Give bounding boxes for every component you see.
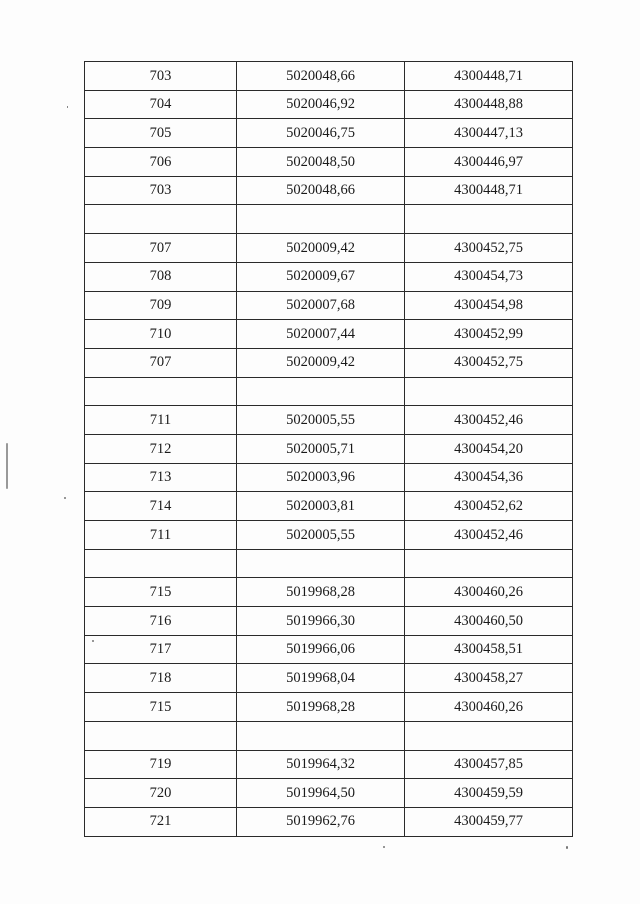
x-coordinate-cell: 5020046,75 xyxy=(237,119,405,148)
point-number-cell: 720 xyxy=(85,779,237,808)
table-row xyxy=(85,148,573,177)
table-row xyxy=(85,578,573,607)
x-coordinate-cell xyxy=(237,721,405,750)
y-coordinate-cell: 4300459,77 xyxy=(405,807,573,836)
x-coordinate-cell: 5020003,81 xyxy=(237,492,405,521)
coordinates-table xyxy=(84,61,573,837)
x-coordinate-cell xyxy=(237,377,405,406)
y-coordinate-cell: 4300448,88 xyxy=(405,90,573,119)
y-coordinate-cell: 4300452,62 xyxy=(405,492,573,521)
y-coordinate-cell xyxy=(405,721,573,750)
x-coordinate-cell: 5020005,55 xyxy=(237,406,405,435)
y-coordinate-cell: 4300452,75 xyxy=(405,234,573,263)
y-coordinate-cell: 4300460,26 xyxy=(405,693,573,722)
point-number-cell: 706 xyxy=(85,148,237,177)
table-row xyxy=(85,521,573,550)
x-coordinate-cell: 5020009,42 xyxy=(237,348,405,377)
x-coordinate-cell: 5019966,30 xyxy=(237,607,405,636)
point-number-cell: 721 xyxy=(85,807,237,836)
y-coordinate-cell: 4300457,85 xyxy=(405,750,573,779)
table-row xyxy=(85,62,573,91)
table-row xyxy=(85,262,573,291)
y-coordinate-cell: 4300459,59 xyxy=(405,779,573,808)
x-coordinate-cell: 5020005,55 xyxy=(237,521,405,550)
y-coordinate-cell: 4300458,27 xyxy=(405,664,573,693)
table-row xyxy=(85,635,573,664)
table-row xyxy=(85,90,573,119)
y-coordinate-cell: 4300454,36 xyxy=(405,463,573,492)
point-number-cell: 707 xyxy=(85,234,237,263)
y-coordinate-cell: 4300452,46 xyxy=(405,406,573,435)
y-coordinate-cell: 4300454,98 xyxy=(405,291,573,320)
table-row xyxy=(85,320,573,349)
y-coordinate-cell: 4300460,26 xyxy=(405,578,573,607)
x-coordinate-cell: 5020009,42 xyxy=(237,234,405,263)
point-number-cell xyxy=(85,549,237,578)
x-coordinate-cell: 5019968,04 xyxy=(237,664,405,693)
y-coordinate-cell: 4300447,13 xyxy=(405,119,573,148)
table-row xyxy=(85,205,573,234)
table-row xyxy=(85,721,573,750)
point-number-cell: 713 xyxy=(85,463,237,492)
x-coordinate-cell: 5019964,50 xyxy=(237,779,405,808)
point-number-cell: 703 xyxy=(85,62,237,91)
point-number-cell: 712 xyxy=(85,434,237,463)
scan-speck xyxy=(6,443,8,489)
table-row xyxy=(85,463,573,492)
table-row xyxy=(85,176,573,205)
y-coordinate-cell: 4300452,46 xyxy=(405,521,573,550)
x-coordinate-cell: 5020003,96 xyxy=(237,463,405,492)
table-row xyxy=(85,807,573,836)
table-row xyxy=(85,607,573,636)
x-coordinate-cell: 5020005,71 xyxy=(237,434,405,463)
y-coordinate-cell: 4300452,99 xyxy=(405,320,573,349)
table-row xyxy=(85,779,573,808)
table-row xyxy=(85,750,573,779)
y-coordinate-cell: 4300452,75 xyxy=(405,348,573,377)
table-row xyxy=(85,549,573,578)
scan-speck xyxy=(566,846,568,849)
y-coordinate-cell: 4300454,73 xyxy=(405,262,573,291)
x-coordinate-cell: 5019962,76 xyxy=(237,807,405,836)
point-number-cell: 717 xyxy=(85,635,237,664)
x-coordinate-cell: 5020048,66 xyxy=(237,62,405,91)
table-row xyxy=(85,348,573,377)
scan-speck xyxy=(67,106,68,108)
point-number-cell xyxy=(85,721,237,750)
x-coordinate-cell: 5019966,06 xyxy=(237,635,405,664)
point-number-cell: 718 xyxy=(85,664,237,693)
x-coordinate-cell: 5020048,50 xyxy=(237,148,405,177)
table-row xyxy=(85,119,573,148)
scan-speck xyxy=(64,497,66,499)
table-row xyxy=(85,434,573,463)
x-coordinate-cell: 5020007,68 xyxy=(237,291,405,320)
point-number-cell xyxy=(85,205,237,234)
x-coordinate-cell: 5019968,28 xyxy=(237,578,405,607)
y-coordinate-cell: 4300446,97 xyxy=(405,148,573,177)
point-number-cell: 707 xyxy=(85,348,237,377)
x-coordinate-cell: 5020009,67 xyxy=(237,262,405,291)
point-number-cell: 711 xyxy=(85,406,237,435)
scan-speck xyxy=(383,846,385,848)
table-row xyxy=(85,693,573,722)
point-number-cell: 704 xyxy=(85,90,237,119)
y-coordinate-cell xyxy=(405,377,573,406)
scan-speck xyxy=(92,640,94,642)
point-number-cell: 708 xyxy=(85,262,237,291)
point-number-cell: 719 xyxy=(85,750,237,779)
x-coordinate-cell: 5020046,92 xyxy=(237,90,405,119)
x-coordinate-cell: 5020048,66 xyxy=(237,176,405,205)
y-coordinate-cell xyxy=(405,549,573,578)
x-coordinate-cell xyxy=(237,205,405,234)
y-coordinate-cell: 4300460,50 xyxy=(405,607,573,636)
table-row xyxy=(85,492,573,521)
point-number-cell: 715 xyxy=(85,578,237,607)
point-number-cell: 714 xyxy=(85,492,237,521)
x-coordinate-cell: 5019968,28 xyxy=(237,693,405,722)
point-number-cell: 710 xyxy=(85,320,237,349)
y-coordinate-cell: 4300458,51 xyxy=(405,635,573,664)
x-coordinate-cell: 5019964,32 xyxy=(237,750,405,779)
point-number-cell xyxy=(85,377,237,406)
point-number-cell: 716 xyxy=(85,607,237,636)
table-row xyxy=(85,291,573,320)
y-coordinate-cell: 4300448,71 xyxy=(405,62,573,91)
table-row xyxy=(85,234,573,263)
table-row xyxy=(85,406,573,435)
point-number-cell: 703 xyxy=(85,176,237,205)
table-row xyxy=(85,377,573,406)
table-row xyxy=(85,664,573,693)
point-number-cell: 705 xyxy=(85,119,237,148)
x-coordinate-cell: 5020007,44 xyxy=(237,320,405,349)
point-number-cell: 709 xyxy=(85,291,237,320)
y-coordinate-cell: 4300448,71 xyxy=(405,176,573,205)
coordinates-table-body xyxy=(85,62,573,837)
point-number-cell: 715 xyxy=(85,693,237,722)
point-number-cell: 711 xyxy=(85,521,237,550)
y-coordinate-cell: 4300454,20 xyxy=(405,434,573,463)
y-coordinate-cell xyxy=(405,205,573,234)
x-coordinate-cell xyxy=(237,549,405,578)
